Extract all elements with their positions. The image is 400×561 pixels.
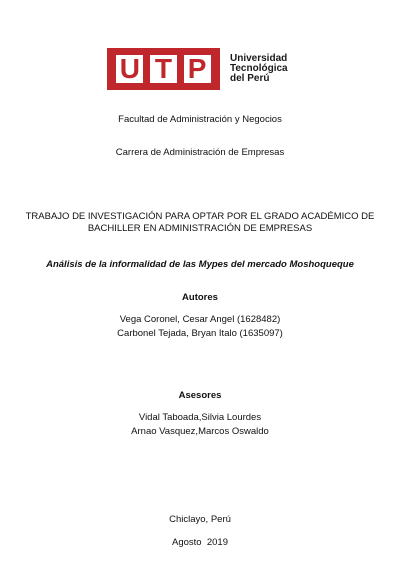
work-type-line-2: BACHILLER EN ADMINISTRACIÓN DE EMPRESAS [87, 223, 313, 234]
career: Carrera de Administración de Empresas [115, 147, 285, 158]
advisors-heading: Asesores [178, 390, 222, 401]
logo-letter-u: U [116, 55, 143, 83]
utp-logo [107, 48, 288, 90]
date: Agosto 2019 [172, 537, 228, 548]
logo-letter-p: P [184, 55, 211, 83]
utp-logo-mark [107, 48, 220, 90]
author-1: Vega Coronel, Cesar Angel (1628482) [119, 314, 281, 325]
advisor-2: Arnao Vasquez,Marcos Oswaldo [131, 426, 269, 437]
university-name-line-1: Universidad [230, 53, 288, 64]
faculty: Facultad de Administración y Negocios [118, 114, 282, 125]
work-type-line-1: TRABAJO DE INVESTIGACIÓN PARA OPTAR POR EL GRADO ACADÉMICO DE [25, 211, 375, 222]
logo-letter-t: T [150, 55, 177, 83]
university-name-line-2: Tecnológica [230, 63, 288, 74]
university-name [230, 54, 288, 84]
thesis-title: Análisis de la informalidad de las Mypes del mercado Moshoqueque [46, 259, 354, 270]
advisor-1: Vidal Taboada,Silvia Lourdes [138, 412, 262, 423]
university-name-line-3: del Perú [230, 73, 270, 84]
authors-heading: Autores [182, 292, 218, 303]
place: Chiclayo, Perú [169, 514, 231, 525]
author-2: Carbonel Tejada, Bryan Italo (1635097) [117, 328, 283, 339]
